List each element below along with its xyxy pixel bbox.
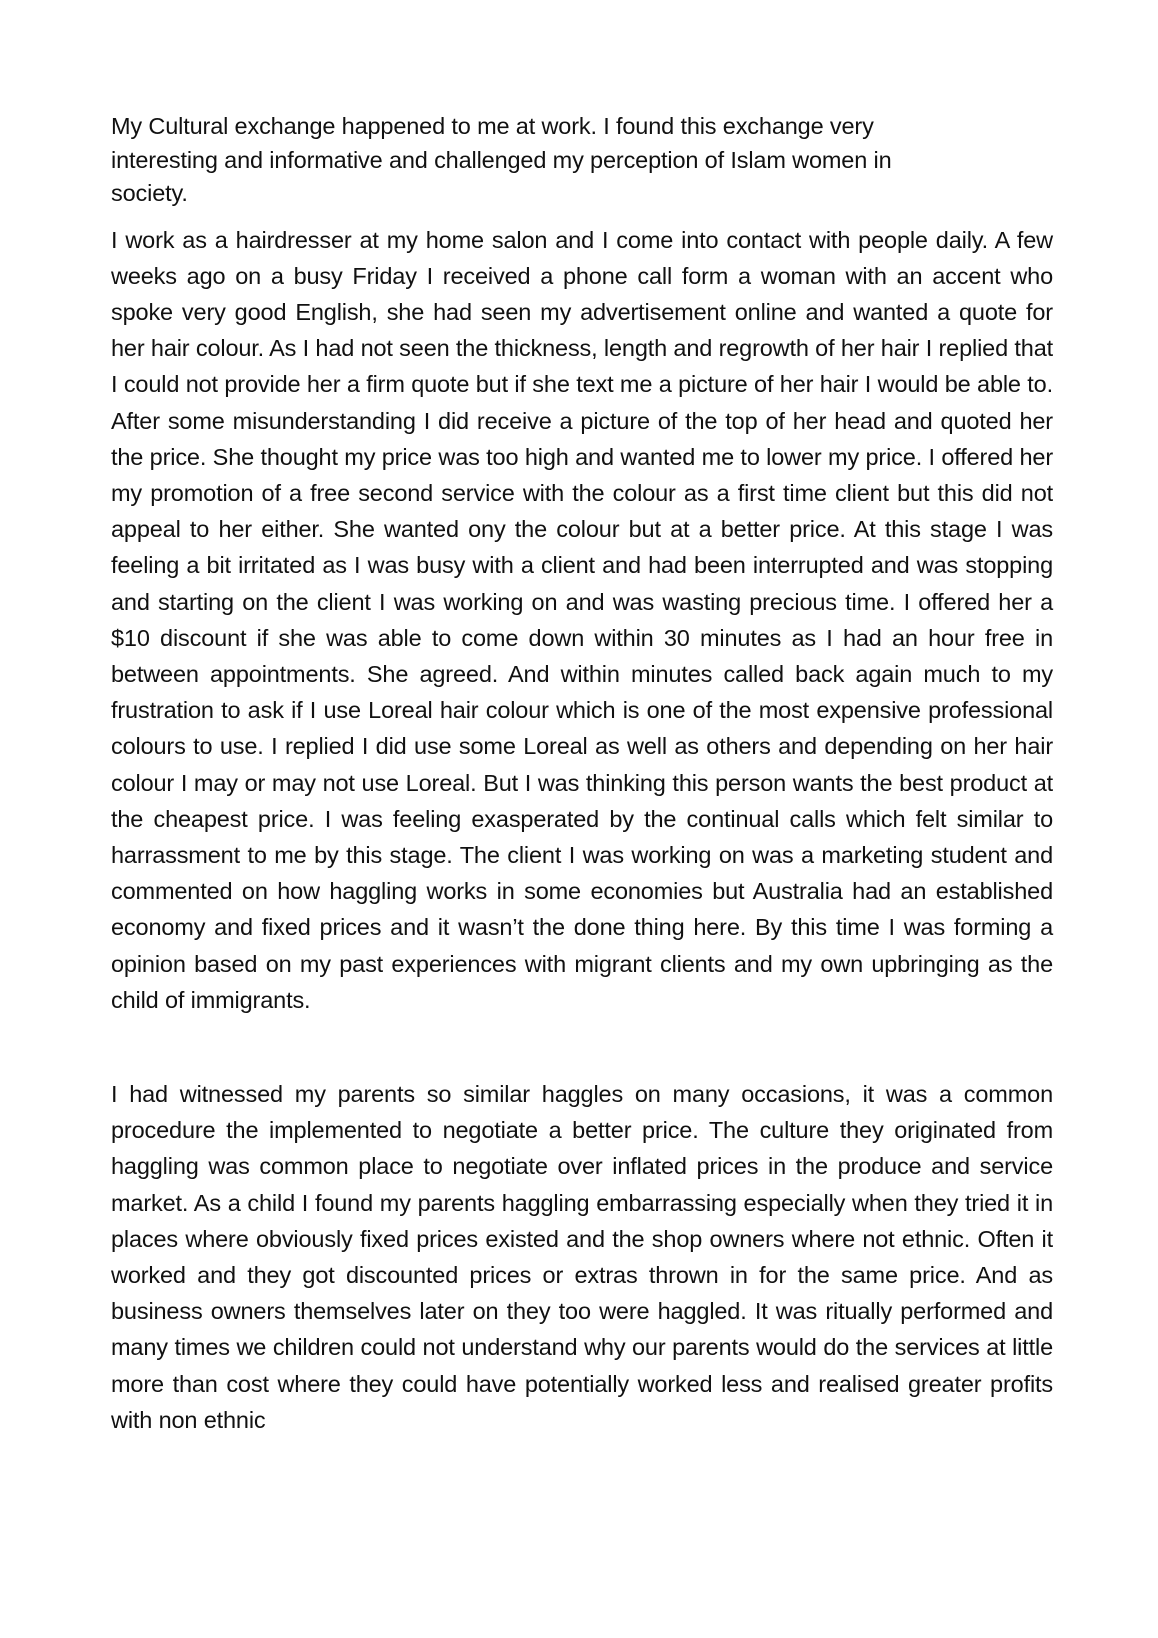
- body-paragraph-1: I work as a hairdresser at my home salon and I come into contact with people daily. A few weeks ago on a busy Friday I received a phone call form a woman with an accent who spoke very good English, she had seen my advertisement online and wanted a quote for her hair colour. As I had not seen the thickness, length and regrowth of her hair I replied that I could not provide her a firm quote but if she text me a picture of her hair I would be able to. After some misunderstanding I did receive a picture of the top of her head and quoted her the price. She thought my price was too high and wanted me to lower my price. I offered her my promotion of a free second service with the colour as a first time client but this did not appeal to her either. She wanted ony the colour but at a better price. At this stage I was feeling a bit irritated as I was busy with a client and had been interrupted and was stopping and starting on the client I was working on and was wasting precious time. I offered her a $10 discount if she was able to come down within 30 minutes as I had an hour free in between appointments. She agreed. And within minutes called back again much to my frustration to ask if I use Loreal hair colour which is one of the most expensive professional colours to use. I replied I did use some Loreal as well as others and depending on her hair colour I may or may not use Loreal. But I was thinking this person wants the best product at the cheapest price. I was feeling exasperated by the continual calls which felt similar to harrassment to me by this stage. The client I was working on was a marketing student and commented on how haggling works in some economies but Australia had an established economy and fixed prices and it wasn’t the done thing here. By this time I was forming a opinion based on my past experiences with migrant clients and my own upbringing as the child of immigrants.: [111, 226, 1053, 1013]
- document-page: [111, 110, 1053, 1438]
- body-paragraph-2: I had witnessed my parents so similar haggles on many occasions, it was a common procedure the implemented to negotiate a better price. The culture they originated from haggling was common place to negotiate over inflated prices in the produce and service market. As a child I found my parents haggling embarrassing especially when they tried it in places where obviously fixed prices existed and the shop owners where not ethnic. Often it worked and they got discounted prices or extras thrown in for the same price. And as business owners themselves later on they too were haggled. It was ritually performed and many times we children could not understand why our parents would do the services at little more than cost where they could have potentially worked less and realised greater profits with non ethnic: [111, 1080, 1053, 1433]
- intro-paragraph: My Cultural exchange happened to me at work. I found this exchange very interesting and informative and challenged my perception of Islam women in society.: [111, 113, 892, 206]
